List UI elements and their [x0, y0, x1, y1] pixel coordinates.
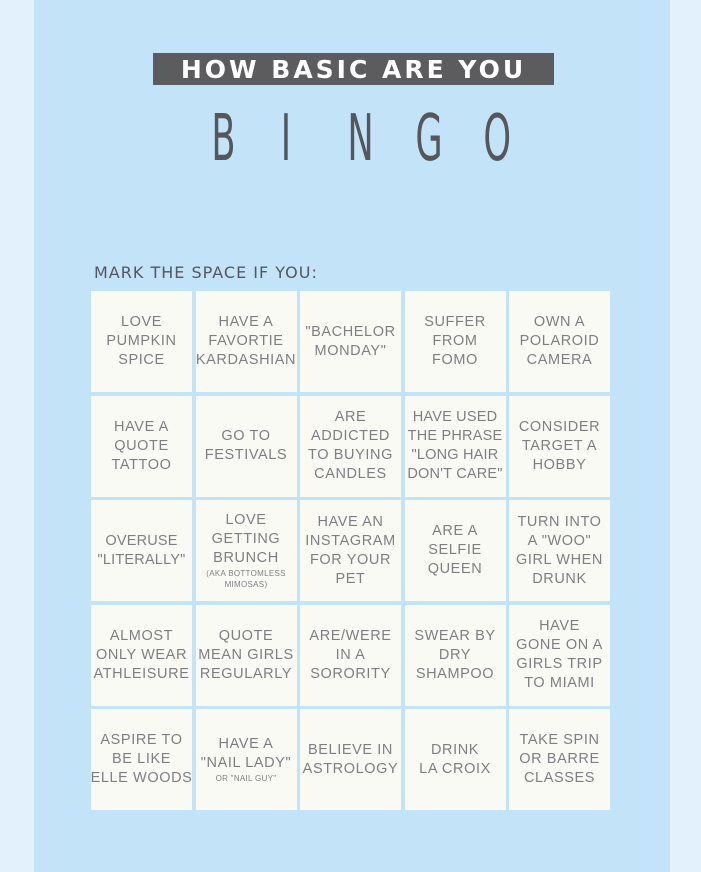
bingo-cell-line: HAVE AN: [317, 513, 384, 530]
bingo-cell-line: SPICE: [118, 352, 165, 368]
bingo-cell-line: GETTING: [211, 531, 281, 547]
bingo-cell-line: REGULARLY: [199, 665, 293, 682]
bingo-cell-line: ASTROLOGY: [302, 760, 399, 777]
bingo-cell[interactable]: [196, 396, 297, 497]
bingo-cell-line: TAKE SPIN: [519, 732, 600, 748]
bingo-cell-line: BRUNCH: [213, 550, 279, 566]
bingo-cell-line: TATTOO: [111, 456, 172, 473]
bingo-cell-line: PET: [335, 570, 366, 587]
bingo-cell-line: POLAROID: [519, 333, 600, 349]
bingo-cell-line: SUFFER: [424, 314, 486, 330]
bingo-cell-line: CAMERA: [526, 352, 593, 368]
bingo-cell[interactable]: [196, 709, 297, 810]
bingo-cell-line: IN A: [335, 646, 366, 663]
bingo-cell-line: LOVE: [225, 512, 267, 528]
bingo-cell-line: ASPIRE TO: [100, 732, 183, 748]
bingo-cell-line: FAVORTIE: [208, 333, 284, 349]
bingo-cell-line: SWEAR BY: [414, 627, 496, 644]
bingo-cell-line: INSTAGRAM: [305, 532, 396, 549]
bingo-cell[interactable]: [300, 605, 401, 706]
bingo-cell-line: QUOTE: [218, 627, 274, 644]
bingo-cell-line: DRY: [438, 646, 472, 663]
bingo-cell-line: QUEEN: [427, 561, 483, 577]
bingo-cell-line: THE PHRASE: [407, 428, 503, 444]
bingo-cell-line: HAVE A: [218, 314, 274, 330]
bingo-cell-line: DRUNK: [532, 570, 587, 587]
bingo-cell[interactable]: [196, 605, 297, 706]
bingo-cell-line: GIRLS TRIP: [516, 656, 603, 672]
bingo-letter-b: B: [210, 102, 236, 176]
bingo-cell-line: SORORITY: [310, 665, 391, 682]
bingo-cell-line: FROM: [432, 333, 478, 349]
bingo-cell[interactable]: [300, 709, 401, 810]
bingo-cell-line: LA CROIX: [419, 760, 491, 777]
bingo-heading: [153, 94, 554, 184]
bingo-cell[interactable]: [509, 605, 610, 706]
bingo-cell-line: LOVE: [120, 314, 163, 330]
bingo-cell[interactable]: [300, 500, 401, 601]
bingo-cell-line: ARE A: [432, 523, 478, 539]
bingo-cell-line: OWN A: [533, 314, 586, 330]
bingo-cell-line: HOBBY: [532, 456, 587, 473]
bingo-cell-line: SELFIE: [428, 542, 482, 558]
bingo-cell[interactable]: [509, 396, 610, 497]
bingo-cell[interactable]: [509, 500, 610, 601]
bingo-cell-line: CLASSES: [523, 770, 596, 786]
bingo-grid: [91, 291, 610, 811]
bingo-cell-line: "LONG HAIR: [411, 447, 499, 463]
bingo-cell-line: MONDAY": [314, 342, 387, 359]
bingo-cell-line: HAVE A: [218, 736, 274, 752]
bingo-cell[interactable]: [91, 500, 192, 601]
bingo-cell[interactable]: [91, 291, 192, 392]
bingo-cell-line: FESTIVALS: [204, 447, 288, 463]
bingo-cell-line: ATHLEISURE: [93, 665, 190, 682]
bingo-cell-line: KARDASHIAN: [195, 352, 297, 368]
bingo-cell-line: DRINK: [430, 741, 480, 758]
bingo-cell[interactable]: [509, 291, 610, 392]
bingo-cell-line: DON'T CARE": [407, 466, 503, 482]
bingo-cell-line: ELLE WOODS: [90, 770, 193, 786]
bingo-cell-line: OVERUSE: [105, 532, 178, 549]
bingo-cell-line: "LITERALLY": [97, 551, 186, 568]
bingo-letter-i: I: [280, 102, 291, 176]
bingo-cell[interactable]: [405, 396, 506, 497]
bingo-cell-line: HAVE USED: [412, 409, 498, 425]
bingo-cell-line: SHAMPOO: [415, 665, 495, 682]
bingo-cell-line: ARE/WERE: [309, 627, 392, 644]
bingo-cell[interactable]: [196, 500, 297, 601]
bingo-cell-line: A "WOO": [527, 532, 592, 549]
bingo-cell-line: ARE: [334, 409, 367, 425]
bingo-cell[interactable]: [91, 605, 192, 706]
bingo-cell-note: OR "NAIL GUY": [215, 774, 277, 783]
bingo-cell[interactable]: [300, 291, 401, 392]
bingo-cell-line: GO TO: [221, 428, 271, 444]
bingo-cell-line: ADDICTED: [311, 428, 390, 444]
bingo-letter-o: O: [482, 102, 511, 176]
bingo-cell-line: TARGET A: [521, 437, 598, 454]
bingo-cell[interactable]: [405, 709, 506, 810]
bingo-cell[interactable]: [300, 396, 401, 497]
bingo-cell-line: GONE ON A: [516, 637, 603, 653]
bingo-letter-n: N: [346, 102, 374, 176]
bingo-cell[interactable]: [405, 500, 506, 601]
bingo-cell-line: GIRL WHEN: [515, 551, 604, 568]
bingo-cell-line: "NAIL LADY": [200, 755, 292, 771]
poster-title: HOW BASIC ARE YOU: [153, 53, 554, 85]
bingo-cell[interactable]: [91, 709, 192, 810]
bingo-cell-line: TO BUYING: [308, 447, 393, 463]
bingo-letter-g: G: [414, 102, 443, 176]
bingo-cell-line: BE LIKE: [111, 751, 171, 767]
bingo-cell-line: PUMPKIN: [106, 333, 177, 349]
bingo-cell-line: CANDLES: [314, 466, 387, 482]
bingo-cell[interactable]: [196, 291, 297, 392]
bingo-cell-note: MIMOSAS): [224, 580, 268, 589]
bingo-cell[interactable]: [405, 291, 506, 392]
bingo-cell-line: HAVE A: [114, 418, 169, 435]
bingo-cell[interactable]: [91, 396, 192, 497]
bingo-cell-line: TURN INTO: [517, 513, 602, 530]
bingo-cell[interactable]: [405, 605, 506, 706]
bingo-cell-note: (AKA BOTTOMLESS: [206, 569, 286, 578]
bingo-cell-line: ALMOST: [109, 627, 174, 644]
bingo-cell-line: OR BARRE: [519, 751, 600, 767]
bingo-cell-line: "BACHELOR: [305, 323, 396, 340]
bingo-cell-line: MEAN GIRLS: [198, 646, 294, 663]
bingo-cell-line: FOMO: [432, 352, 478, 368]
bingo-cell[interactable]: [509, 709, 610, 810]
instruction-text: MARK THE SPACE IF YOU:: [94, 263, 318, 282]
bingo-cell-line: ONLY WEAR: [95, 646, 188, 663]
bingo-cell-line: CONSIDER: [518, 418, 601, 435]
bingo-cell-line: HAVE: [539, 618, 580, 634]
bingo-cell-line: BELIEVE IN: [308, 741, 393, 758]
bingo-cell-line: FOR YOUR: [309, 551, 392, 568]
bingo-cell-line: TO MIAMI: [524, 675, 595, 691]
bingo-cell-line: QUOTE: [114, 437, 169, 454]
